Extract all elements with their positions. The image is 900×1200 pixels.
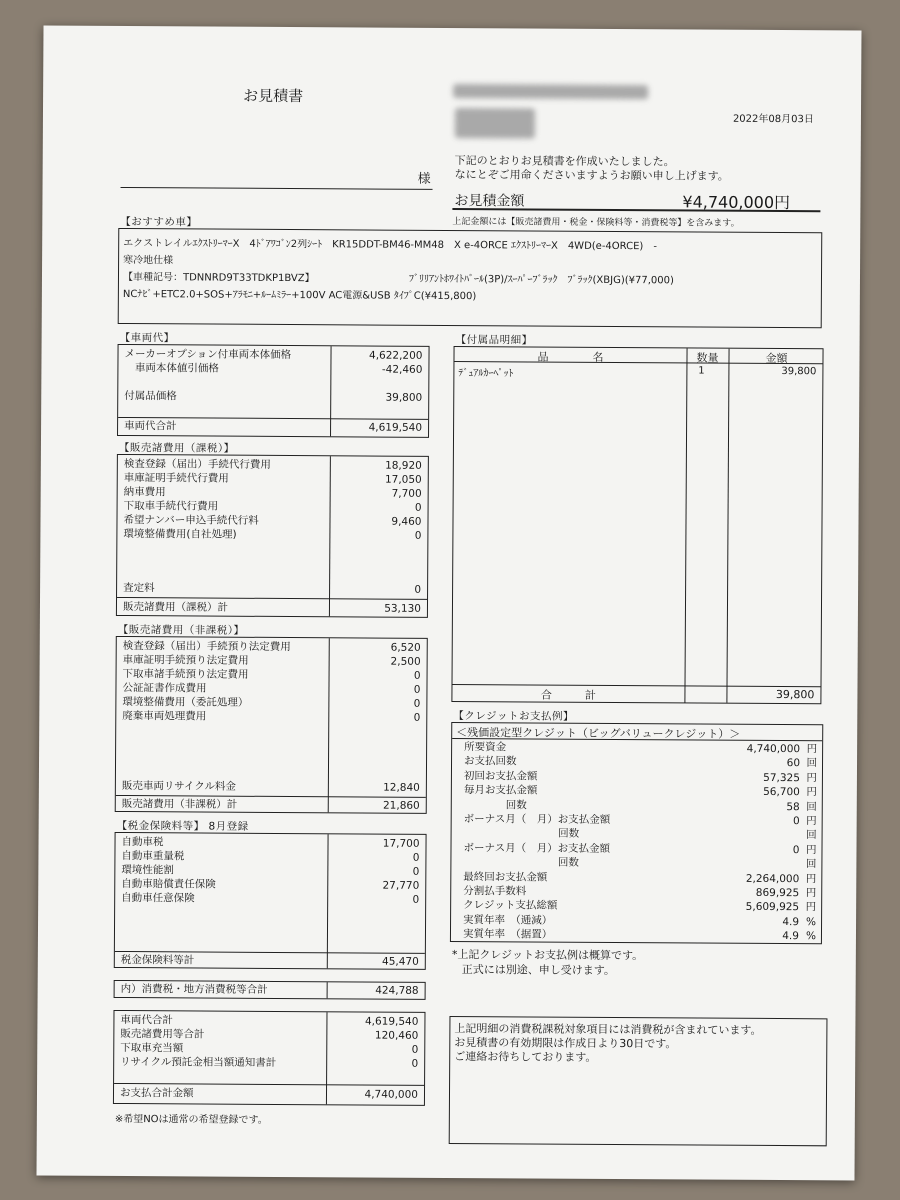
credit-row-unit: 円 — [806, 771, 817, 785]
tax-insurance-row: 自動車任意保険 0 — [121, 892, 420, 906]
credit-row-value: 5,609,925 — [745, 901, 800, 914]
sales-untaxed-total-row: 販売諸費用（非課税）計 21,860 — [121, 798, 420, 812]
accessories-table — [451, 346, 823, 704]
accessories-total-value: 39,800 — [775, 687, 815, 702]
intro-line-2: なにとぞご用命くださいますようお願い申し上げます。 — [454, 168, 729, 183]
consumption-tax-row: 内）消費税・地方消費税等合計 424,788 — [120, 983, 419, 997]
remarks-line-3: ご連絡お待ちしております。 — [454, 1050, 597, 1064]
credit-row-value: 4,740,000 — [746, 742, 801, 756]
col-header-qty: 数量 — [696, 351, 719, 365]
sales-taxed-title: 【販売諸費用（課税）】 — [118, 441, 235, 455]
credit-row — [451, 927, 821, 943]
credit-row-label: ボーナス月（ 月）お支払金額 — [463, 813, 611, 826]
credit-row-label: 初回お支払金額 — [463, 769, 538, 783]
vehicle-box — [117, 344, 430, 438]
credit-row-value: 0 — [792, 815, 800, 828]
sales-untaxed-row: 公証証書作成費用 0 — [122, 682, 421, 696]
accessory-item-amount: 39,800 — [781, 366, 817, 378]
credit-row-label: 最終回お支払金額 — [463, 870, 548, 884]
recommend-line-3b: ﾌﾞﾘﾘｱﾝﾄﾎﾜｲﾄﾊﾟｰﾙ(3P)/ｽｰﾊﾟｰﾌﾞﾗｯｸ ﾌﾞﾗｯｸ(XBJG)(¥77,000) — [408, 273, 674, 287]
remarks-line-1: 上記明細の消費税課税対象項目には消費税が含まれています。 — [454, 1022, 762, 1037]
vehicle-row: 車両本体値引価格 -42,460 — [124, 362, 423, 376]
remarks-line-2: お見積書の有効期限は作成日より30日です。 — [454, 1036, 677, 1051]
recommend-title: 【おすすめ車】 — [120, 215, 198, 229]
credit-row-unit: 円 — [805, 843, 817, 857]
vehicle-row: メーカーオプション付車両本体価格 4,622,200 — [124, 348, 423, 362]
credit-row-unit: % — [806, 915, 817, 929]
recommend-line-1: エクストレイルｴｸｽﾄﾘｰﾏｰX 4ﾄﾞｱﾜｺﾞﾝ2列ｼｰﾄ KR15DDT-BM46-MM48 X e-4ORCE ｴｸｽﾄﾘｰﾏｰX 4WD(e-4ORCE) - — [123, 238, 657, 253]
issue-date: 2022年08月03日 — [732, 113, 814, 126]
summary-note: ※希望NOは通常の希望登録です。 — [114, 1113, 268, 1126]
summary-row: 下取車充当額 0 — [120, 1042, 419, 1056]
credit-row-label: 所要資金 — [464, 741, 507, 754]
credit-note-1: *上記クレジットお支払例は概算です。 — [451, 948, 644, 963]
accessories-title: 【付属品明細】 — [455, 334, 533, 347]
tax-insurance-row: 環境性能割 0 — [121, 864, 420, 878]
vehicle-row: 付属品価格 39,800 — [124, 390, 423, 404]
credit-row-label: 実質年率 （据置） — [462, 928, 553, 941]
tax-insurance-row: 自動車税 17,700 — [121, 836, 420, 850]
estimate-sheet — [36, 26, 861, 1181]
credit-row-value: 60 — [786, 757, 801, 770]
sales-taxed-row: 納車費用 7,700 — [123, 486, 422, 500]
recommend-line-3a: 【車種記号：TDNNRD9T33TDKP1BVZ】 — [122, 272, 315, 285]
credit-row-label: 回数 — [463, 798, 527, 812]
tax-insurance-box — [114, 832, 427, 970]
intro-line-1: 下記のとおりお見積書を作成いたしました。 — [454, 154, 675, 169]
sales-untaxed-row: 下取車諸手続預り法定費用 0 — [122, 668, 421, 682]
credit-row-value: 4.9 — [782, 930, 800, 943]
recommend-box — [118, 228, 823, 328]
recommend-line-4: NCﾅﾋﾞ+ETC2.0+SOS+ｱﾗﾓﾆ+ﾙｰﾑﾐﾗｰ+100V AC電源&USB ﾀｲﾌﾟC(¥415,800) — [122, 289, 477, 303]
credit-row-unit: 回 — [806, 800, 817, 813]
sales-taxed-total-row: 販売諸費用（課税）計 53,130 — [122, 601, 422, 615]
accessory-item-name: ﾃﾞｭｱﾙｶｰﾍﾟｯﾄ — [458, 368, 514, 380]
sales-untaxed-row: 車庫証明手続預り法定費用 2,500 — [122, 654, 421, 668]
accessories-total-label: 合 計 — [540, 688, 596, 702]
remarks-box — [449, 1016, 828, 1146]
credit-row-unit: 円 — [806, 743, 818, 756]
credit-row-unit: 回 — [806, 757, 818, 770]
credit-row-label: 回数 — [463, 856, 579, 869]
col-header-name: 品 名 — [537, 350, 604, 364]
credit-row-value: 57,325 — [763, 771, 800, 784]
credit-row-unit: 円 — [805, 901, 817, 914]
sales-taxed-row: 車庫証明手続代行費用 17,050 — [123, 472, 422, 486]
sales-taxed-row: 環境整備費用(自社処理) 0 — [123, 528, 422, 542]
tax-insurance-total-row: 税金保険料等計 45,470 — [120, 954, 419, 968]
estimate-amount-label: お見積金額 — [454, 193, 525, 210]
sales-untaxed-title: 【販売諸費用（非課税）】 — [117, 623, 245, 637]
credit-row-label: ボーナス月（ 月）お支払金額 — [463, 841, 611, 855]
sales-taxed-row: 下取車手続代行費用 0 — [123, 500, 422, 514]
sales-taxed-row: 検査登録（届出）手続代行費用 18,920 — [123, 458, 422, 472]
credit-row-value: 2,264,000 — [745, 872, 800, 885]
tax-insurance-row: 自動車賠償責任保険 27,770 — [121, 878, 420, 892]
credit-table — [450, 722, 823, 944]
credit-row-label: クレジット支払総額 — [463, 899, 558, 913]
recommend-line-2: 寒冷地仕様 — [123, 255, 174, 267]
credit-row-value: 869,925 — [755, 886, 800, 900]
credit-row-unit: 回 — [805, 858, 817, 871]
amount-note: 上記金額には【販売諸費用・税金・保険料等・消費税等】を含みます。 — [452, 217, 740, 229]
customer-name-line — [121, 187, 433, 190]
col-header-amount: 金額 — [765, 351, 788, 366]
grand-total-row: お支払合計金額 4,740,000 — [119, 1086, 419, 1101]
credit-plan-name: ＜残価設定型クレジット（ビッグバリュークレジット）＞ — [456, 726, 741, 741]
assessment-fee-row: 査定料 0 — [123, 582, 422, 596]
vehicle-title: 【車両代】 — [119, 331, 175, 345]
credit-row-unit: 円 — [806, 815, 817, 828]
summary-row: 販売諸費用等合計 120,460 — [120, 1028, 419, 1042]
summary-row: リサイクル預託金相当額通知書計 0 — [120, 1056, 419, 1070]
credit-title: 【クレジットお支払例】 — [453, 710, 575, 723]
sales-untaxed-row: 検査登録（届出）手続預り法定費用 6,520 — [122, 640, 421, 654]
credit-row-unit: 回 — [806, 829, 817, 842]
sales-untaxed-box — [115, 636, 428, 814]
sales-taxed-box — [116, 454, 429, 618]
summary-box — [113, 1010, 426, 1106]
summary-row: 車両代合計 4,619,540 — [120, 1014, 419, 1028]
credit-row-label: お支払回数 — [463, 755, 517, 768]
credit-row-value: 56,700 — [763, 786, 800, 799]
credit-row-value: 4.9 — [782, 915, 800, 928]
credit-row-label: 回数 — [463, 827, 580, 841]
redacted-dealer-logo — [455, 108, 535, 138]
credit-row-label: 毎月お支払金額 — [463, 784, 538, 797]
credit-note-2: 正式には別途、申し受けます。 — [461, 963, 615, 978]
credit-row-unit: 円 — [805, 887, 817, 900]
credit-row-unit: 円 — [805, 872, 817, 885]
accessory-item-qty: 1 — [698, 365, 705, 377]
redacted-dealer-name — [453, 84, 648, 99]
sales-untaxed-row: 廃棄車両処理費用 0 — [122, 710, 421, 724]
tax-insurance-row: 自動車重量税 0 — [121, 850, 420, 864]
credit-row-value: 58 — [786, 800, 800, 813]
estimate-amount-value: ¥4,740,000円 — [682, 192, 791, 213]
credit-row-value: 0 — [792, 843, 800, 856]
credit-row-label: 分割払手数料 — [463, 885, 527, 898]
vehicle-total-row: 車両代合計 4,619,540 — [124, 420, 423, 434]
sales-taxed-row: 希望ナンバー申込手続代行料 9,460 — [123, 514, 422, 528]
credit-row-unit: % — [805, 930, 817, 943]
tax-insurance-title: 【税金保険料等】 8月登録 — [116, 819, 249, 833]
document-title: お見積書 — [243, 86, 304, 106]
credit-row-label: 実質年率 （逓減） — [463, 913, 553, 927]
recycle-fee-row: 販売車両リサイクル料金 12,840 — [121, 780, 420, 794]
sales-untaxed-row: 環境整備費用（委託処理） 0 — [122, 696, 421, 710]
consumption-tax-box — [114, 980, 426, 1000]
credit-row-unit: 円 — [806, 786, 817, 799]
honorific-sama: 様 — [417, 171, 431, 187]
